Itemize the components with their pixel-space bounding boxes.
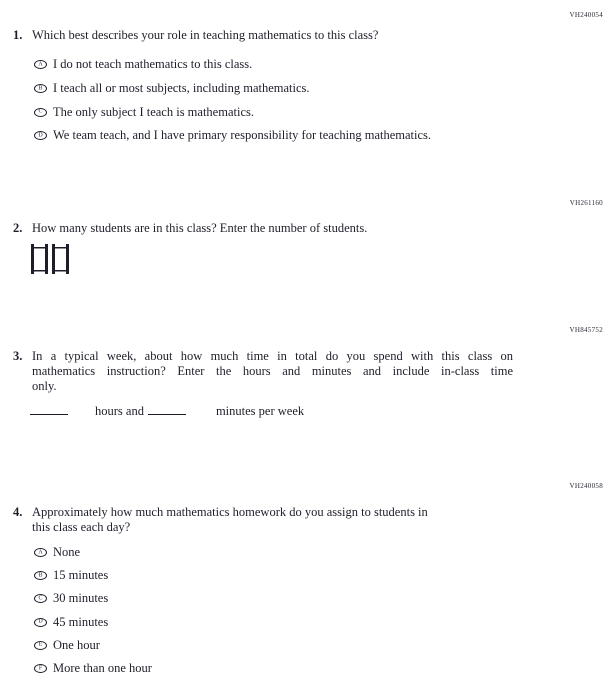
option-row-b[interactable] [34, 564, 152, 587]
question-1-stem [13, 28, 378, 43]
question-2-code: VH261160 [569, 199, 603, 207]
option-row-c[interactable] [34, 587, 152, 610]
question-2-text: How many students are in this class? Enter the number of students. [32, 221, 368, 235]
option-label: 30 minutes [53, 591, 109, 606]
radio-oval-f-icon[interactable]: F [34, 664, 47, 673]
option-label: The only subject I teach is mathematics. [53, 104, 254, 119]
digit-box-ones[interactable] [52, 244, 69, 274]
question-4-number: 4. [13, 505, 23, 519]
radio-oval-c-icon[interactable]: C [34, 594, 47, 603]
question-3-code: VH845752 [569, 326, 603, 334]
question-2-stem [13, 221, 367, 236]
radio-oval-b-icon[interactable]: B [34, 571, 47, 580]
question-1-code: VH240054 [569, 11, 603, 19]
question-4-options [34, 541, 152, 680]
student-count-entry [31, 244, 69, 274]
question-4-text: Approximately how much mathematics homework do you assign to students in this class each day? [32, 505, 428, 534]
radio-oval-c-icon[interactable]: C [34, 108, 47, 117]
minutes-blank[interactable] [148, 401, 186, 415]
option-label: I do not teach mathematics to this class. [53, 57, 253, 72]
option-label: More than one hour [53, 661, 152, 676]
question-3-number: 3. [13, 349, 23, 363]
question-2-number: 2. [13, 221, 23, 235]
radio-oval-e-icon[interactable]: E [34, 641, 47, 650]
question-4-stem [13, 505, 428, 535]
hours-label: hours and [95, 404, 144, 418]
question-3-stem [13, 349, 513, 394]
option-row-e[interactable] [34, 634, 152, 657]
radio-oval-b-icon[interactable]: B [34, 84, 47, 93]
radio-oval-d-icon[interactable]: D [34, 131, 47, 140]
option-row-a[interactable] [34, 541, 152, 564]
digit-box-tens[interactable] [31, 244, 48, 274]
option-row-d[interactable] [34, 124, 431, 148]
option-row-d[interactable] [34, 611, 152, 634]
radio-oval-d-icon[interactable]: D [34, 618, 47, 627]
question-4-code: VH240058 [569, 482, 603, 490]
radio-oval-a-icon[interactable]: A [34, 60, 47, 69]
option-label: None [53, 545, 81, 560]
option-label: One hour [53, 637, 100, 652]
question-1-number: 1. [13, 28, 23, 42]
question-1-text: Which best describes your role in teaching mathematics to this class? [32, 28, 379, 42]
time-fill-in [30, 401, 304, 419]
question-3-text: In a typical week, about how much time in total do you spend with this class on mathematics instruction? Enter the hours and minutes and include in-class time only. [32, 349, 513, 393]
option-label: 45 minutes [53, 614, 109, 629]
minutes-label: minutes per week [215, 404, 305, 418]
option-row-b[interactable] [34, 77, 431, 101]
option-label: I teach all or most subjects, including mathematics. [53, 81, 310, 96]
option-row-f[interactable] [34, 657, 152, 680]
hours-blank[interactable] [30, 401, 68, 415]
option-row-c[interactable] [34, 100, 431, 124]
option-row-a[interactable] [34, 53, 431, 77]
radio-oval-a-icon[interactable]: A [34, 548, 47, 557]
option-label: 15 minutes [53, 568, 109, 583]
option-label: We team teach, and I have primary responsibility for teaching mathematics. [53, 128, 432, 143]
question-1-options [34, 53, 431, 148]
